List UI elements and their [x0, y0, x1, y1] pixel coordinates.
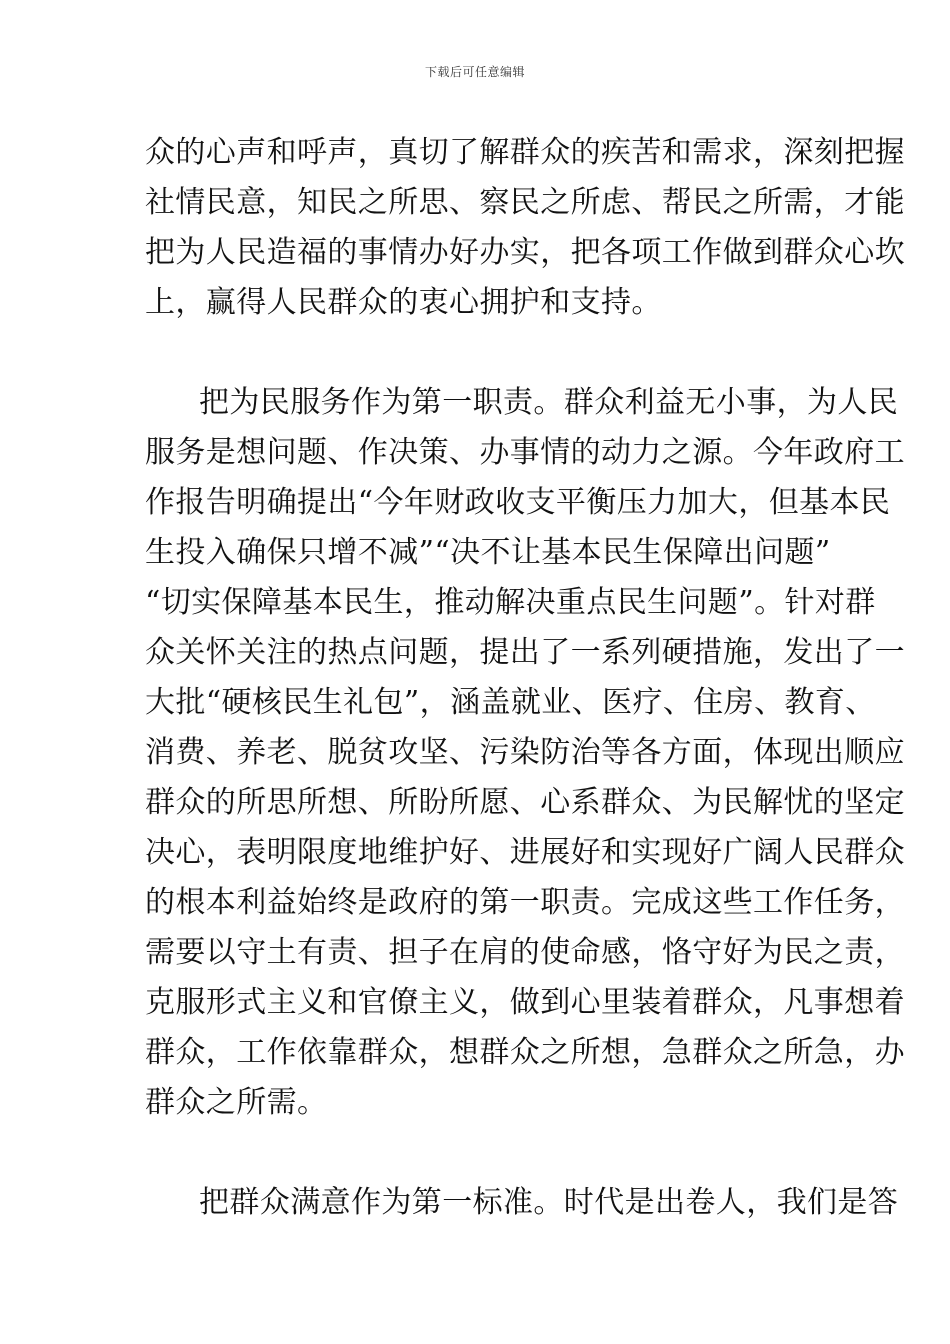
text-line: 决心，表明限度地维护好、进展好和实现好广阔人民群众	[145, 835, 905, 870]
paragraph-2	[145, 378, 905, 1128]
text-line: 克服形式主义和官僚主义，做到心里装着群众，凡事想着	[145, 985, 905, 1020]
text-line: 消费、养老、脱贫攻坚、污染防治等各方面，体现出顺应	[145, 735, 905, 770]
text-line: 的根本利益始终是政府的第一职责。完成这些工作任务，	[145, 885, 905, 920]
text-line: 群众的所思所想、所盼所愿、心系群众、为民解忧的坚定	[145, 785, 905, 820]
text-line: 生投入确保只增不减”“决不让基本民生保障出问题”	[145, 535, 831, 570]
text-line: 上，赢得人民群众的衷心拥护和支持。	[145, 285, 662, 320]
text-line: 把为人民造福的事情办好办实，把各项工作做到群众心坎	[145, 235, 905, 270]
text-line: 众关怀关注的热点问题，提出了一系列硬措施，发出了一	[145, 635, 905, 670]
paragraph-gap	[145, 328, 810, 378]
text-line: 众的心声和呼声，真切了解群众的疾苦和需求，深刻把握	[145, 135, 905, 170]
text-line: 作报告明确提出“今年财政收支平衡压力加大，但基本民	[145, 485, 891, 520]
text-line: 把群众满意作为第一标准。时代是出卷人，我们是答	[199, 1185, 899, 1220]
paragraph-3	[145, 1178, 899, 1228]
document-body	[145, 128, 905, 1228]
text-line: “切实保障基本民生，推动解决重点民生问题”。针对群	[145, 585, 876, 620]
text-line: 把为民服务作为第一职责。群众利益无小事，为人民	[199, 385, 899, 420]
text-line: 需要以守土有责、担子在肩的使命感，恪守好为民之责，	[145, 935, 905, 970]
paragraph-1	[145, 128, 905, 328]
text-line: 服务是想问题、作决策、办事情的动力之源。今年政府工	[145, 435, 905, 470]
text-line: 群众，工作依靠群众，想群众之所想，急群众之所急，办	[145, 1035, 905, 1070]
page-header: 下载后可任意编辑	[424, 65, 525, 79]
text-line: 群众之所需。	[145, 1085, 328, 1120]
text-line: 大批“硬核民生礼包”，涵盖就业、医疗、住房、教育、	[145, 685, 876, 720]
text-line: 社情民意，知民之所思、察民之所虑、帮民之所需，才能	[145, 185, 905, 220]
paragraph-gap	[145, 1128, 810, 1178]
